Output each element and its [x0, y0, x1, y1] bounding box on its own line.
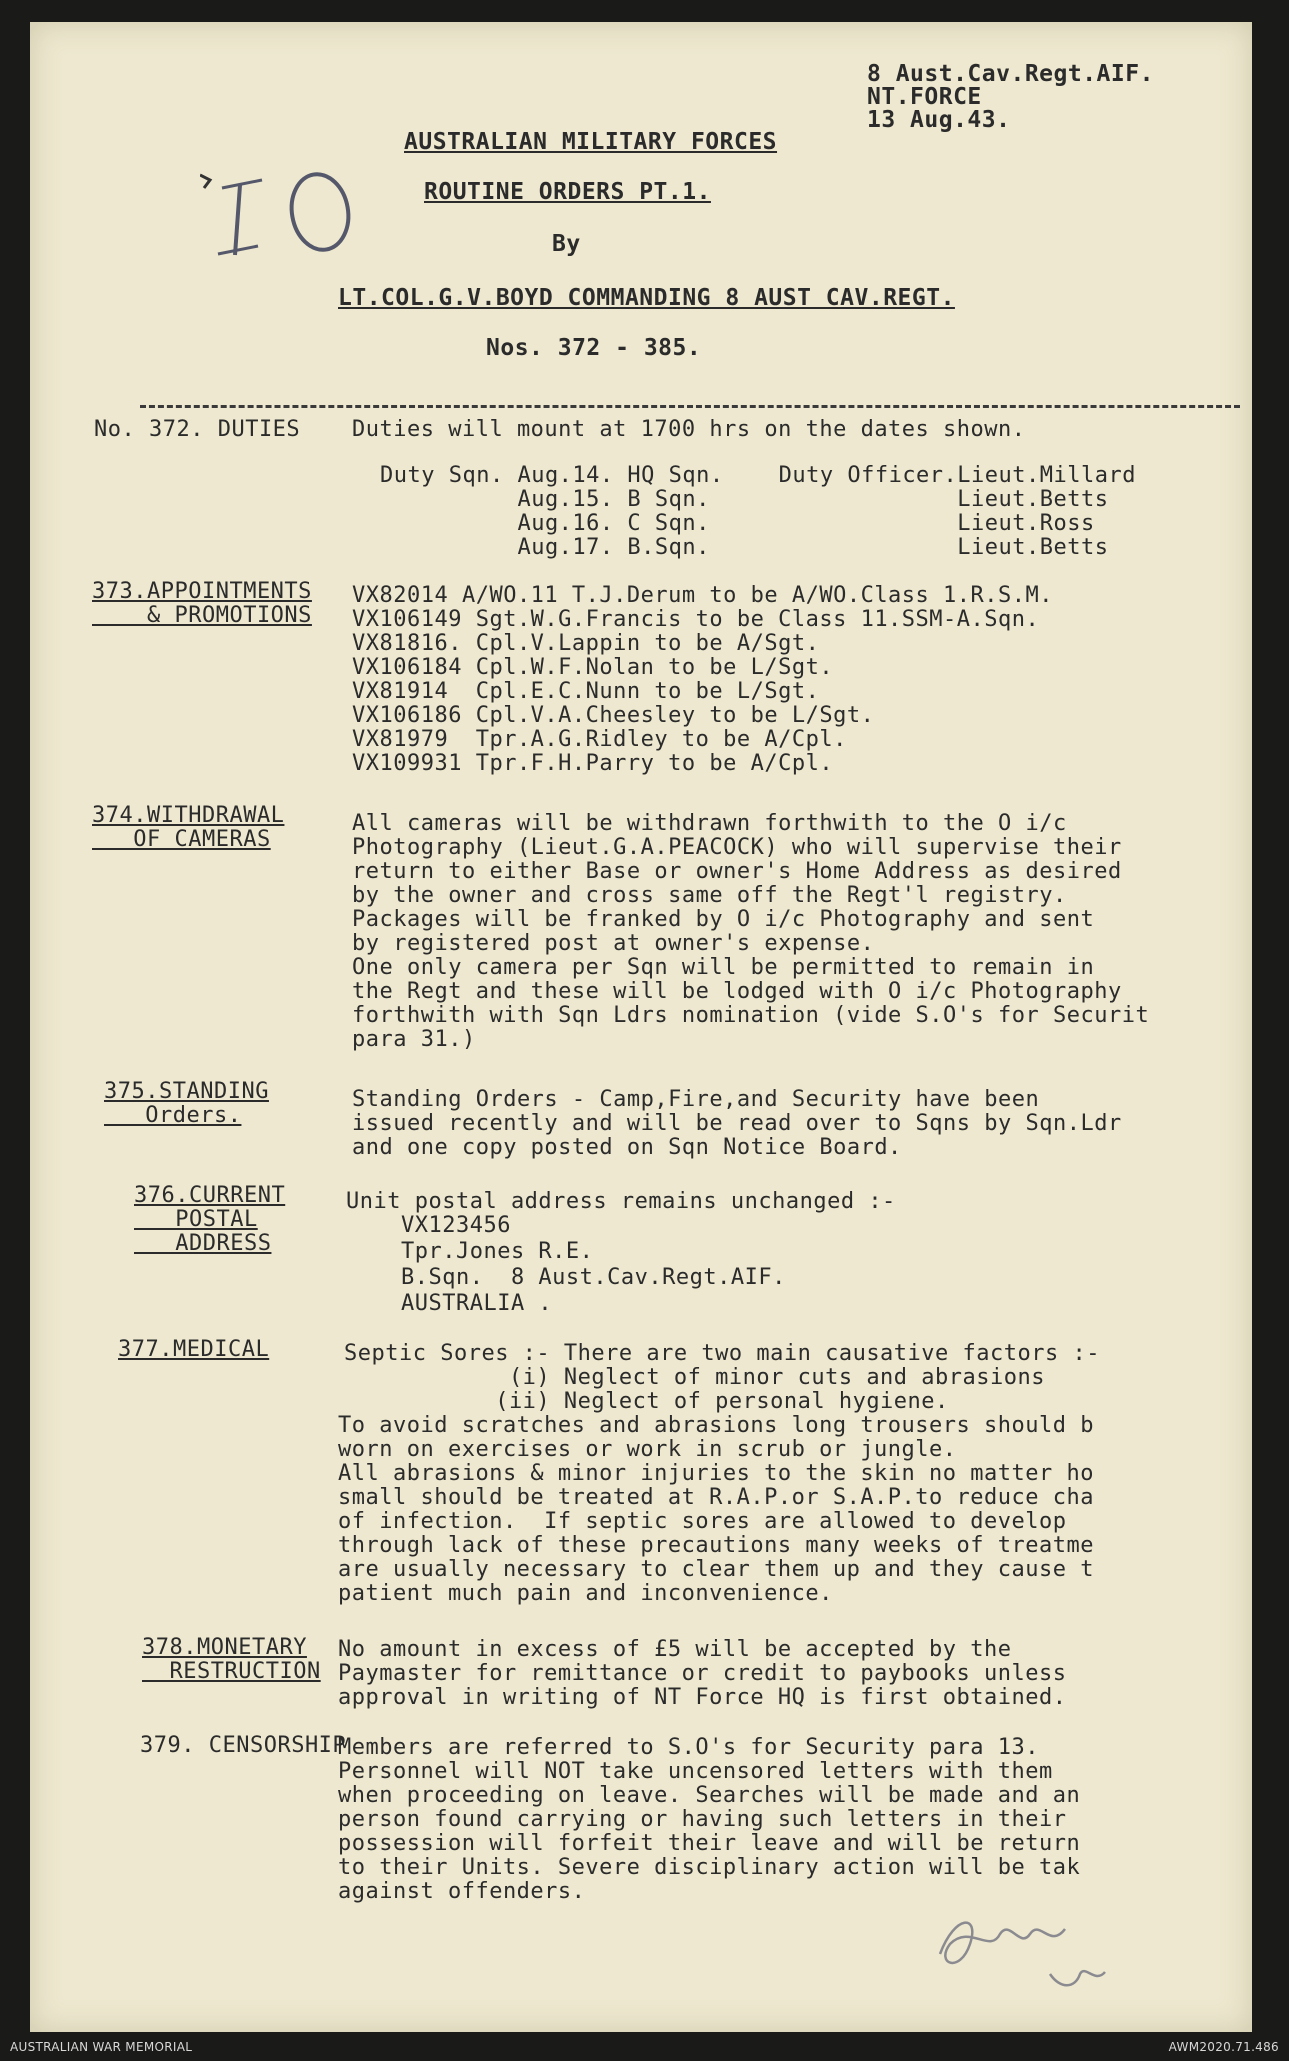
order-373-line: VX82014 A/WO.11 T.J.Derum to be A/WO.Class 1.R.S.M. [352, 583, 1054, 608]
order-374-line: All cameras will be withdrawn forthwith to the O i/c [352, 811, 1067, 836]
order-379-line: against offenders. [338, 1879, 586, 1904]
order-375-line: Standing Orders - Camp,Fire,and Security have been [352, 1087, 1040, 1112]
order-376-line: B.Sqn. 8 Aust.Cav.Regt.AIF. [346, 1265, 786, 1290]
order-377-line: To avoid scratches and abrasions long trousers should b [338, 1413, 1094, 1438]
order-378-label: 378.MONETARY [142, 1635, 307, 1660]
order-378-label: RESTRUCTION [142, 1659, 321, 1684]
order-376-line: AUSTRALIA . [346, 1291, 553, 1316]
order-379-line: Members are referred to S.O's for Security para 13. [338, 1735, 1040, 1760]
order-377-line: patient much pain and inconvenience. [338, 1581, 833, 1606]
order-375-label: 375.STANDING [104, 1079, 269, 1104]
order-377-line: (i) Neglect of minor cuts and abrasions [344, 1365, 1046, 1390]
document-title: AUSTRALIAN MILITARY FORCES [404, 129, 778, 155]
order-377-line: are usually necessary to clear them up and they cause t [338, 1557, 1094, 1582]
order-374-line: Photography (Lieut.G.A.PEACOCK) who will supervise their [352, 835, 1122, 860]
order-373-line: VX106184 Cpl.W.F.Nolan to be L/Sgt. [352, 655, 834, 680]
footer-accession-number: AWM2020.71.486 [1168, 2040, 1279, 2054]
order-373-line: VX81816. Cpl.V.Lappin to be A/Sgt. [352, 631, 820, 656]
order-374-label: 374.WITHDRAWAL [92, 803, 285, 828]
order-375-line: and one copy posted on Sqn Notice Board. [352, 1135, 902, 1160]
order-379-line: possession will forfeit their leave and will be return [338, 1831, 1081, 1856]
document-subtitle: ROUTINE ORDERS PT.1. [424, 179, 711, 205]
order-379-line: person found carrying or having such letters in their [338, 1807, 1067, 1832]
footer-credit: AUSTRALIAN WAR MEMORIAL [10, 2040, 193, 2054]
order-376-line: Tpr.Jones R.E. [346, 1239, 594, 1264]
order-376-label: ADDRESS [134, 1231, 272, 1256]
order-374-line: para 31.) [352, 1027, 476, 1052]
order-374-line: forthwith with Sqn Ldrs nomination (vide S.O's for Securit [352, 1003, 1150, 1028]
order-373-line: VX81979 Tpr.A.G.Ridley to be A/Cpl. [352, 727, 847, 752]
order-372-line: Duties will mount at 1700 hrs on the dates shown. [352, 417, 1026, 442]
order-374-line: return to either Base or owner's Home Address as desired [352, 859, 1122, 884]
order-374-line: Packages will be franked by O i/c Photography and sent [352, 907, 1095, 932]
order-373-label: 373.APPOINTMENTS [92, 579, 312, 604]
order-374-line: by registered post at owner's expense. [352, 931, 875, 956]
document-page [30, 22, 1252, 2032]
order-373-line: VX106149 Sgt.W.G.Francis to be Class 11.SSM-A.Sqn. [352, 607, 1040, 632]
order-374-line: One only camera per Sqn will be permitted to remain in [352, 955, 1095, 980]
document-date: 13 Aug.43. [867, 107, 1011, 133]
order-373-line: VX106186 Cpl.V.A.Cheesley to be L/Sgt. [352, 703, 875, 728]
divider-rule [140, 405, 1240, 408]
order-377-line: (ii) Neglect of personal hygiene. [344, 1389, 949, 1414]
order-377-line: small should be treated at R.A.P.or S.A.P.to reduce cha [338, 1485, 1094, 1510]
order-375-line: issued recently and will be read over to Sqns by Sqn.Ldr [352, 1111, 1122, 1136]
order-numbers: Nos. 372 - 385. [486, 335, 702, 361]
order-377-line: of infection. If septic sores are allowed to develop [338, 1509, 1067, 1534]
order-377-line: All abrasions & minor injuries to the skin no matter ho [338, 1461, 1094, 1486]
order-372-line: Aug.17. B.Sqn. Lieut.Betts [380, 535, 1109, 560]
order-376-line: Unit postal address remains unchanged :- [346, 1189, 896, 1214]
order-374-label: OF CAMERAS [92, 827, 271, 852]
order-377-label: 377.MEDICAL [118, 1337, 270, 1362]
order-374-line: by the owner and cross same off the Regt'l registry. [352, 883, 1067, 908]
commander-line: LT.COL.G.V.BOYD COMMANDING 8 AUST CAV.REGT. [338, 285, 955, 311]
handwritten-signature [930, 1894, 1130, 2004]
order-378-line: approval in writing of NT Force HQ is first obtained. [338, 1685, 1067, 1710]
order-378-line: No amount in excess of £5 will be accepted by the [338, 1637, 1012, 1662]
order-379-label: 379. CENSORSHIP [140, 1733, 347, 1758]
order-372-line: Aug.16. C Sqn. Lieut.Ross [380, 511, 1095, 536]
order-373-line: VX109931 Tpr.F.H.Parry to be A/Cpl. [352, 751, 834, 776]
handwritten-io-mark [200, 150, 390, 270]
order-372-line: Aug.15. B Sqn. Lieut.Betts [380, 487, 1109, 512]
order-376-label: 376.CURRENT [134, 1183, 286, 1208]
unit-name: 8 Aust.Cav.Regt.AIF. [867, 61, 1154, 87]
order-379-line: to their Units. Severe disciplinary action will be tak [338, 1855, 1081, 1880]
order-373-line: VX81914 Cpl.E.C.Nunn to be L/Sgt. [352, 679, 820, 704]
order-379-line: when proceeding on leave. Searches will be made and an [338, 1783, 1081, 1808]
order-376-line: VX123456 [346, 1213, 511, 1238]
order-372-line: Duty Sqn. Aug.14. HQ Sqn. Duty Officer.Lieut.Millard [380, 463, 1136, 488]
order-377-line: through lack of these precautions many weeks of treatme [338, 1533, 1094, 1558]
force-name: NT.FORCE [867, 84, 982, 110]
order-374-line: the Regt and these will be lodged with O i/c Photography [352, 979, 1122, 1004]
order-377-line: worn on exercises or work in scrub or jungle. [338, 1437, 957, 1462]
order-375-label: Orders. [104, 1103, 242, 1128]
order-379-line: Personnel will NOT take uncensored letters with them [338, 1759, 1053, 1784]
order-372-label: No. 372. DUTIES [94, 417, 301, 442]
order-377-line: Septic Sores :- There are two main causative factors :- [344, 1341, 1100, 1366]
by-line: By [552, 231, 581, 257]
order-373-label: & PROMOTIONS [92, 603, 312, 628]
order-378-line: Paymaster for remittance or credit to paybooks unless [338, 1661, 1067, 1686]
order-376-label: POSTAL [134, 1207, 258, 1232]
